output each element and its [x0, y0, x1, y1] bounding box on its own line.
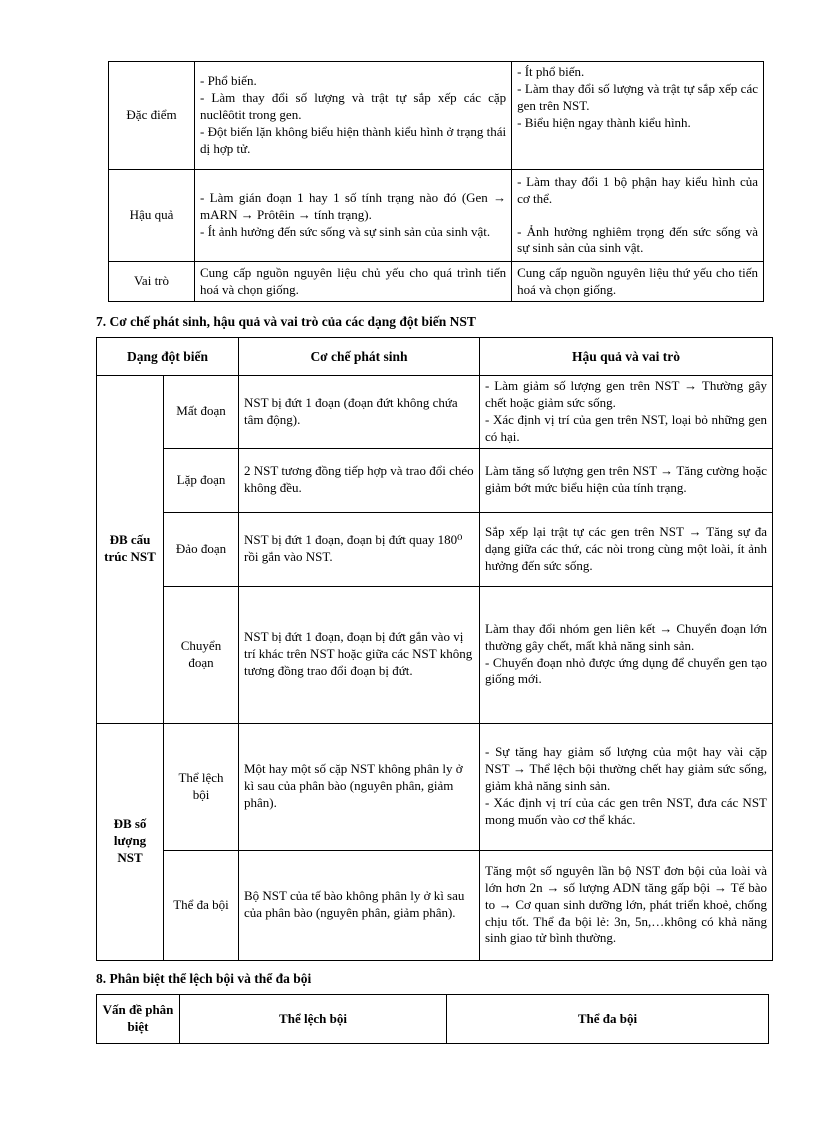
- mechanism-cell: Một hay một số cặp NST không phân ly ở kì sau của phân bào (nguyên phân, giảm phân).: [239, 723, 480, 850]
- table-row: [97, 586, 773, 723]
- table-header-row: [97, 338, 773, 376]
- column-header: Thể đa bội: [447, 995, 769, 1044]
- table-row: [109, 62, 764, 170]
- nst-mutation-cell: Cung cấp nguồn nguyên liệu thứ yếu cho tiến hoá và chọn giống.: [512, 262, 764, 302]
- effect-cell: - Làm giảm số lượng gen trên NST → Thường gây chết hoặc giảm sức sống. - Xác định vị trí của gen trên NST, loại bỏ những gen có hại.: [480, 376, 773, 449]
- section-8-heading: 8. Phân biệt thể lệch bội và thể đa bội: [96, 971, 312, 986]
- column-header: Thể lệch bội: [180, 995, 447, 1044]
- table-row: [97, 448, 773, 512]
- effect-cell: Sắp xếp lại trật tự các gen trên NST → Tăng sự đa dạng giữa các thứ, các nòi trong cùng một loài, ít ảnh hưởng đến sức sống.: [480, 512, 773, 586]
- table-row: [109, 170, 764, 262]
- mutation-type: Lặp đoạn: [164, 448, 239, 512]
- mechanism-cell: Bộ NST của tế bào không phân ly ở kì sau của phân bào (nguyên phân, giảm phân).: [239, 850, 480, 960]
- comparison-table: [108, 61, 764, 302]
- mechanism-cell: NST bị đứt 1 đoạn (đoạn đứt không chứa tâm động).: [239, 376, 480, 449]
- column-header: Dạng đột biến: [97, 338, 239, 376]
- effect-cell: Tăng một số nguyên lần bộ NST đơn bội của loài và lớn hơn 2n → số lượng ADN tăng gấp bội → Tế bào to → Cơ quan sinh dưỡng lớn, phát triển khoẻ, chống chịu tốt. Thể đa bội lẻ: 3n, 5n,…không có khả năng sinh giao tử bình thường.: [480, 850, 773, 960]
- column-header: Cơ chế phát sinh: [239, 338, 480, 376]
- mutation-types-table: [96, 337, 773, 961]
- mutation-type: Mất đoạn: [164, 376, 239, 449]
- table-row: [97, 850, 773, 960]
- group-label: ĐB số lượng NST: [97, 723, 164, 960]
- table-row: [97, 376, 773, 449]
- mutation-type: Chuyển đoạn: [164, 586, 239, 723]
- mutation-type: Thể lệch bội: [164, 723, 239, 850]
- nst-mutation-cell: - Ít phổ biến. - Làm thay đổi số lượng và trật tự sắp xếp các gen trên NST. - Biểu hiện ngay thành kiểu hình.: [512, 62, 764, 170]
- table-row: [109, 262, 764, 302]
- column-header: Vấn đề phân biệt: [97, 995, 180, 1044]
- gene-mutation-cell: - Phổ biến. - Làm thay đổi số lượng và trật tự sắp xếp các cặp nuclêôtit trong gen. - Đột biến lặn không biểu hiện thành kiểu hình ở trạng thái dị hợp tử.: [195, 62, 512, 170]
- mechanism-cell: 2 NST tương đồng tiếp hợp và trao đổi chéo không đều.: [239, 448, 480, 512]
- mechanism-cell: NST bị đứt 1 đoạn, đoạn bị đứt quay 180⁰ rồi gắn vào NST.: [239, 512, 480, 586]
- gene-mutation-cell: Cung cấp nguồn nguyên liệu chủ yếu cho quá trình tiến hoá và chọn giống.: [195, 262, 512, 302]
- table-row: [97, 723, 773, 850]
- mutation-type: Đảo đoạn: [164, 512, 239, 586]
- effect-cell: Làm thay đổi nhóm gen liên kết → Chuyển đoạn lớn thường gây chết, mất khả năng sinh sản. - Chuyển đoạn nhỏ được ứng dụng để chuyển gen tạo giống mới.: [480, 586, 773, 723]
- effect-cell: - Sự tăng hay giảm số lượng của một hay vài cặp NST → Thể lệch bội thường chết hay giảm sức sống, giảm khả năng sinh sản. - Xác định vị trí của các gen trên NST, đưa các NST mong muốn vào cơ thể khác.: [480, 723, 773, 850]
- effect-cell: Làm tăng số lượng gen trên NST → Tăng cường hoặc giảm bớt mức biểu hiện của tính trạng.: [480, 448, 773, 512]
- column-header: Hậu quả và vai trò: [480, 338, 773, 376]
- table-row: [97, 512, 773, 586]
- row-label: Vai trò: [109, 262, 195, 302]
- table-header-row: [97, 995, 769, 1044]
- polyploid-comparison-table: [96, 994, 769, 1044]
- nst-mutation-cell: - Làm thay đổi 1 bộ phận hay kiểu hình của cơ thể. - Ảnh hưởng nghiêm trọng đến sức sống và sự sinh sản của sinh vật.: [512, 170, 764, 262]
- gene-mutation-cell: - Làm gián đoạn 1 hay 1 số tính trạng nào đó (Gen → mARN → Prôtêin → tính trạng). - Ít ảnh hưởng đến sức sống và sự sinh sản của sinh vật.: [195, 170, 512, 262]
- row-label: Đặc điểm: [109, 62, 195, 170]
- group-label: ĐB cấu trúc NST: [97, 376, 164, 724]
- mechanism-cell: NST bị đứt 1 đoạn, đoạn bị đứt gắn vào vị trí khác trên NST hoặc giữa các NST không tương đồng trao đổi đoạn bị đứt.: [239, 586, 480, 723]
- row-label: Hậu quả: [109, 170, 195, 262]
- mutation-type: Thể đa bội: [164, 850, 239, 960]
- section-7-heading: 7. Cơ chế phát sinh, hậu quả và vai trò của các dạng đột biến NST: [96, 314, 476, 329]
